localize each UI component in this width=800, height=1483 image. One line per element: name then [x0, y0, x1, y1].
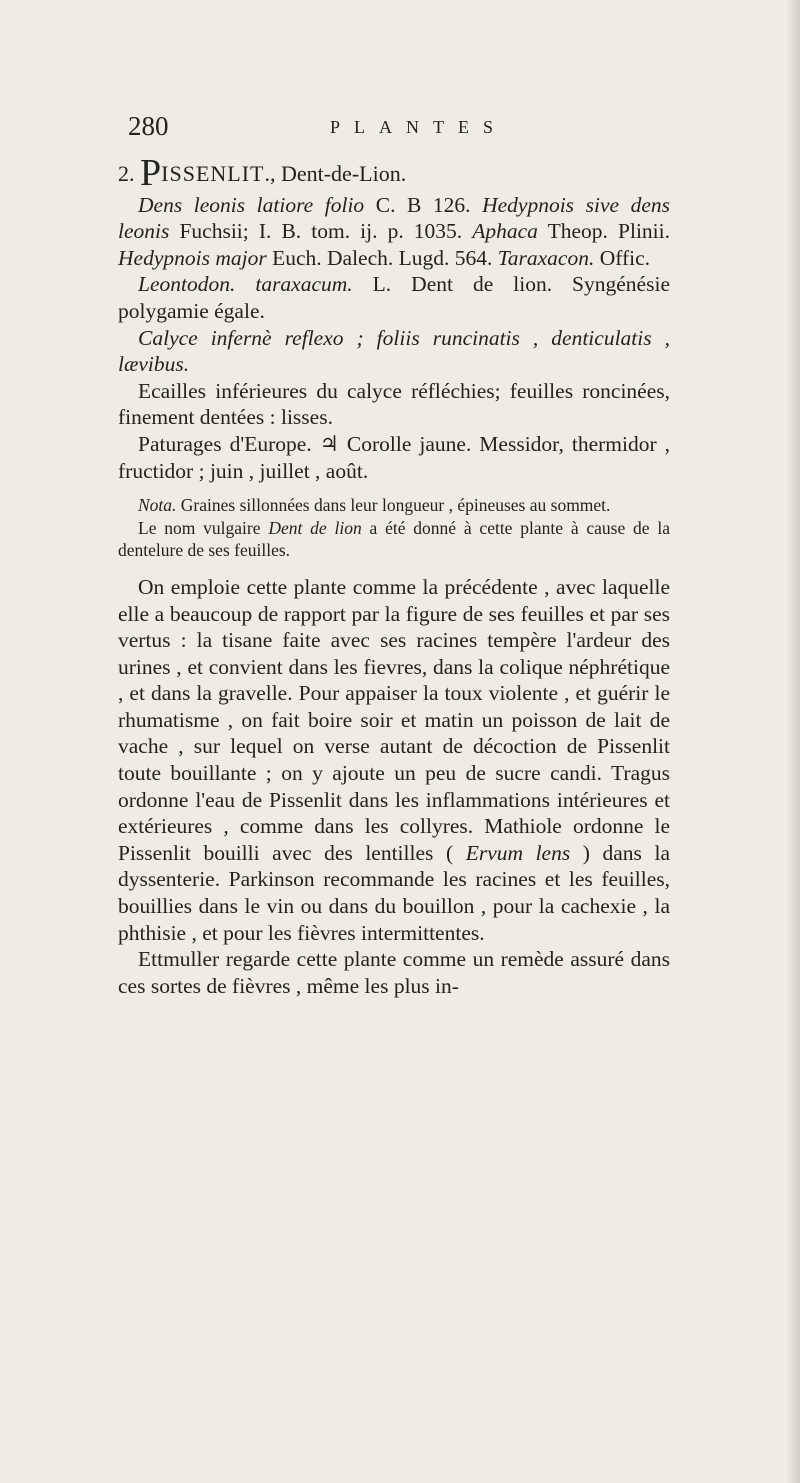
synonym-ref: Theop. Plinii. [537, 219, 671, 244]
name-note-text: Le nom vulgaire [138, 517, 269, 538]
synonym-ref: C. B 126. [364, 192, 483, 217]
drop-initial: P [140, 152, 162, 194]
body-paragraph [118, 574, 670, 946]
linnaean-name-paragraph [118, 271, 670, 324]
synonym-latin: Aphaca [472, 219, 538, 244]
page-number: 280 [128, 111, 169, 141]
nota-label: Nota. [138, 495, 177, 516]
nota-paragraph [118, 494, 670, 517]
body-paragraph-2: Ettmuller regarde cette plante comme un remède assuré dans ces sortes de fièvres , même les plus in- [118, 947, 670, 998]
synonym-latin: Hedypnois major [118, 245, 267, 270]
french-diagnosis: Ecailles inférieures du calyce réfléchies; feuilles roncinées, finement dentées : lisses. [118, 378, 670, 430]
synonym-ref: Fuchsii; I. B. tom. ij. p. 1035. [169, 219, 473, 244]
synonym-latin: Taraxacon. [497, 245, 595, 270]
synonym-ref: Euch. Dalech. Lugd. 564. [266, 245, 498, 270]
synonyms-paragraph [118, 192, 670, 272]
synonym-latin: Dens leonis latiore folio [138, 192, 365, 217]
entry-name-caps: ISSENLIT [161, 161, 265, 186]
page-header [128, 105, 668, 145]
running-head: PLANTES [330, 117, 508, 137]
body-italic: Ervum lens [465, 840, 571, 865]
latin-diagnosis: Calyce infernè reflexo ; foliis runcinatis , denticulatis , lævibus. [118, 325, 670, 377]
entry-title [118, 152, 670, 194]
body-text: ) dans la dyssenterie. Parkinson recommande les racines et les feuilles, bouillies dans le vin ou dans du bouillon , pour la cachexie , la phthisie , et pour les fièvres intermittentes. [118, 840, 671, 945]
entry-name-rest: ., Dent-de-Lion. [264, 161, 407, 186]
synonym-ref: Offic. [594, 245, 651, 270]
habitat-paragraph: Paturages d'Europe. ♃ Corolle jaune. Messidor, thermidor , fructidor ; juin , juillet , août. [118, 431, 670, 483]
body-text: On emploie cette plante comme la précédente , avec laquelle elle a beaucoup de rapport par la figure de ses feuilles et par ses vertus : la tisane faite avec ses racines tempère l'ardeur des urines , et convient dans les fievres, dans la colique néphrétique , et dans la gravelle. Pour appaiser la toux violente , et guérir le rhumatisme , on fait boire soir et matin un poisson de lait de vache , sur lequel on verse autant de décoction de Pissenlit toute bouillante ; on y ajoute un peu de sucre candi. Tragus ordonne l'eau de Pissenlit dans les inflammations intérieures et extérieures , comme dans les collyres. Mathiole ordonne le Pissenlit bouilli avec des lentilles ( [118, 574, 670, 865]
name-note-paragraph [118, 517, 670, 562]
entry-number: 2. [118, 161, 135, 186]
nota-text: Graines sillonnées dans leur longueur , épineuses au sommet. [176, 495, 611, 516]
text-block [118, 152, 671, 999]
linnaean-name: Leontodon. taraxacum. [138, 272, 353, 297]
name-note-text: a été donné à cette plante à cause de la dentelure de ses feuilles. [118, 517, 671, 561]
page-edge-shadow [786, 0, 800, 1483]
linnaean-class: L. Dent de lion. Syngénésie polygamie égale. [118, 272, 670, 323]
name-note-italic: Dent de lion [268, 517, 362, 538]
synonym-latin: Hedypnois sive dens leonis [118, 192, 670, 244]
